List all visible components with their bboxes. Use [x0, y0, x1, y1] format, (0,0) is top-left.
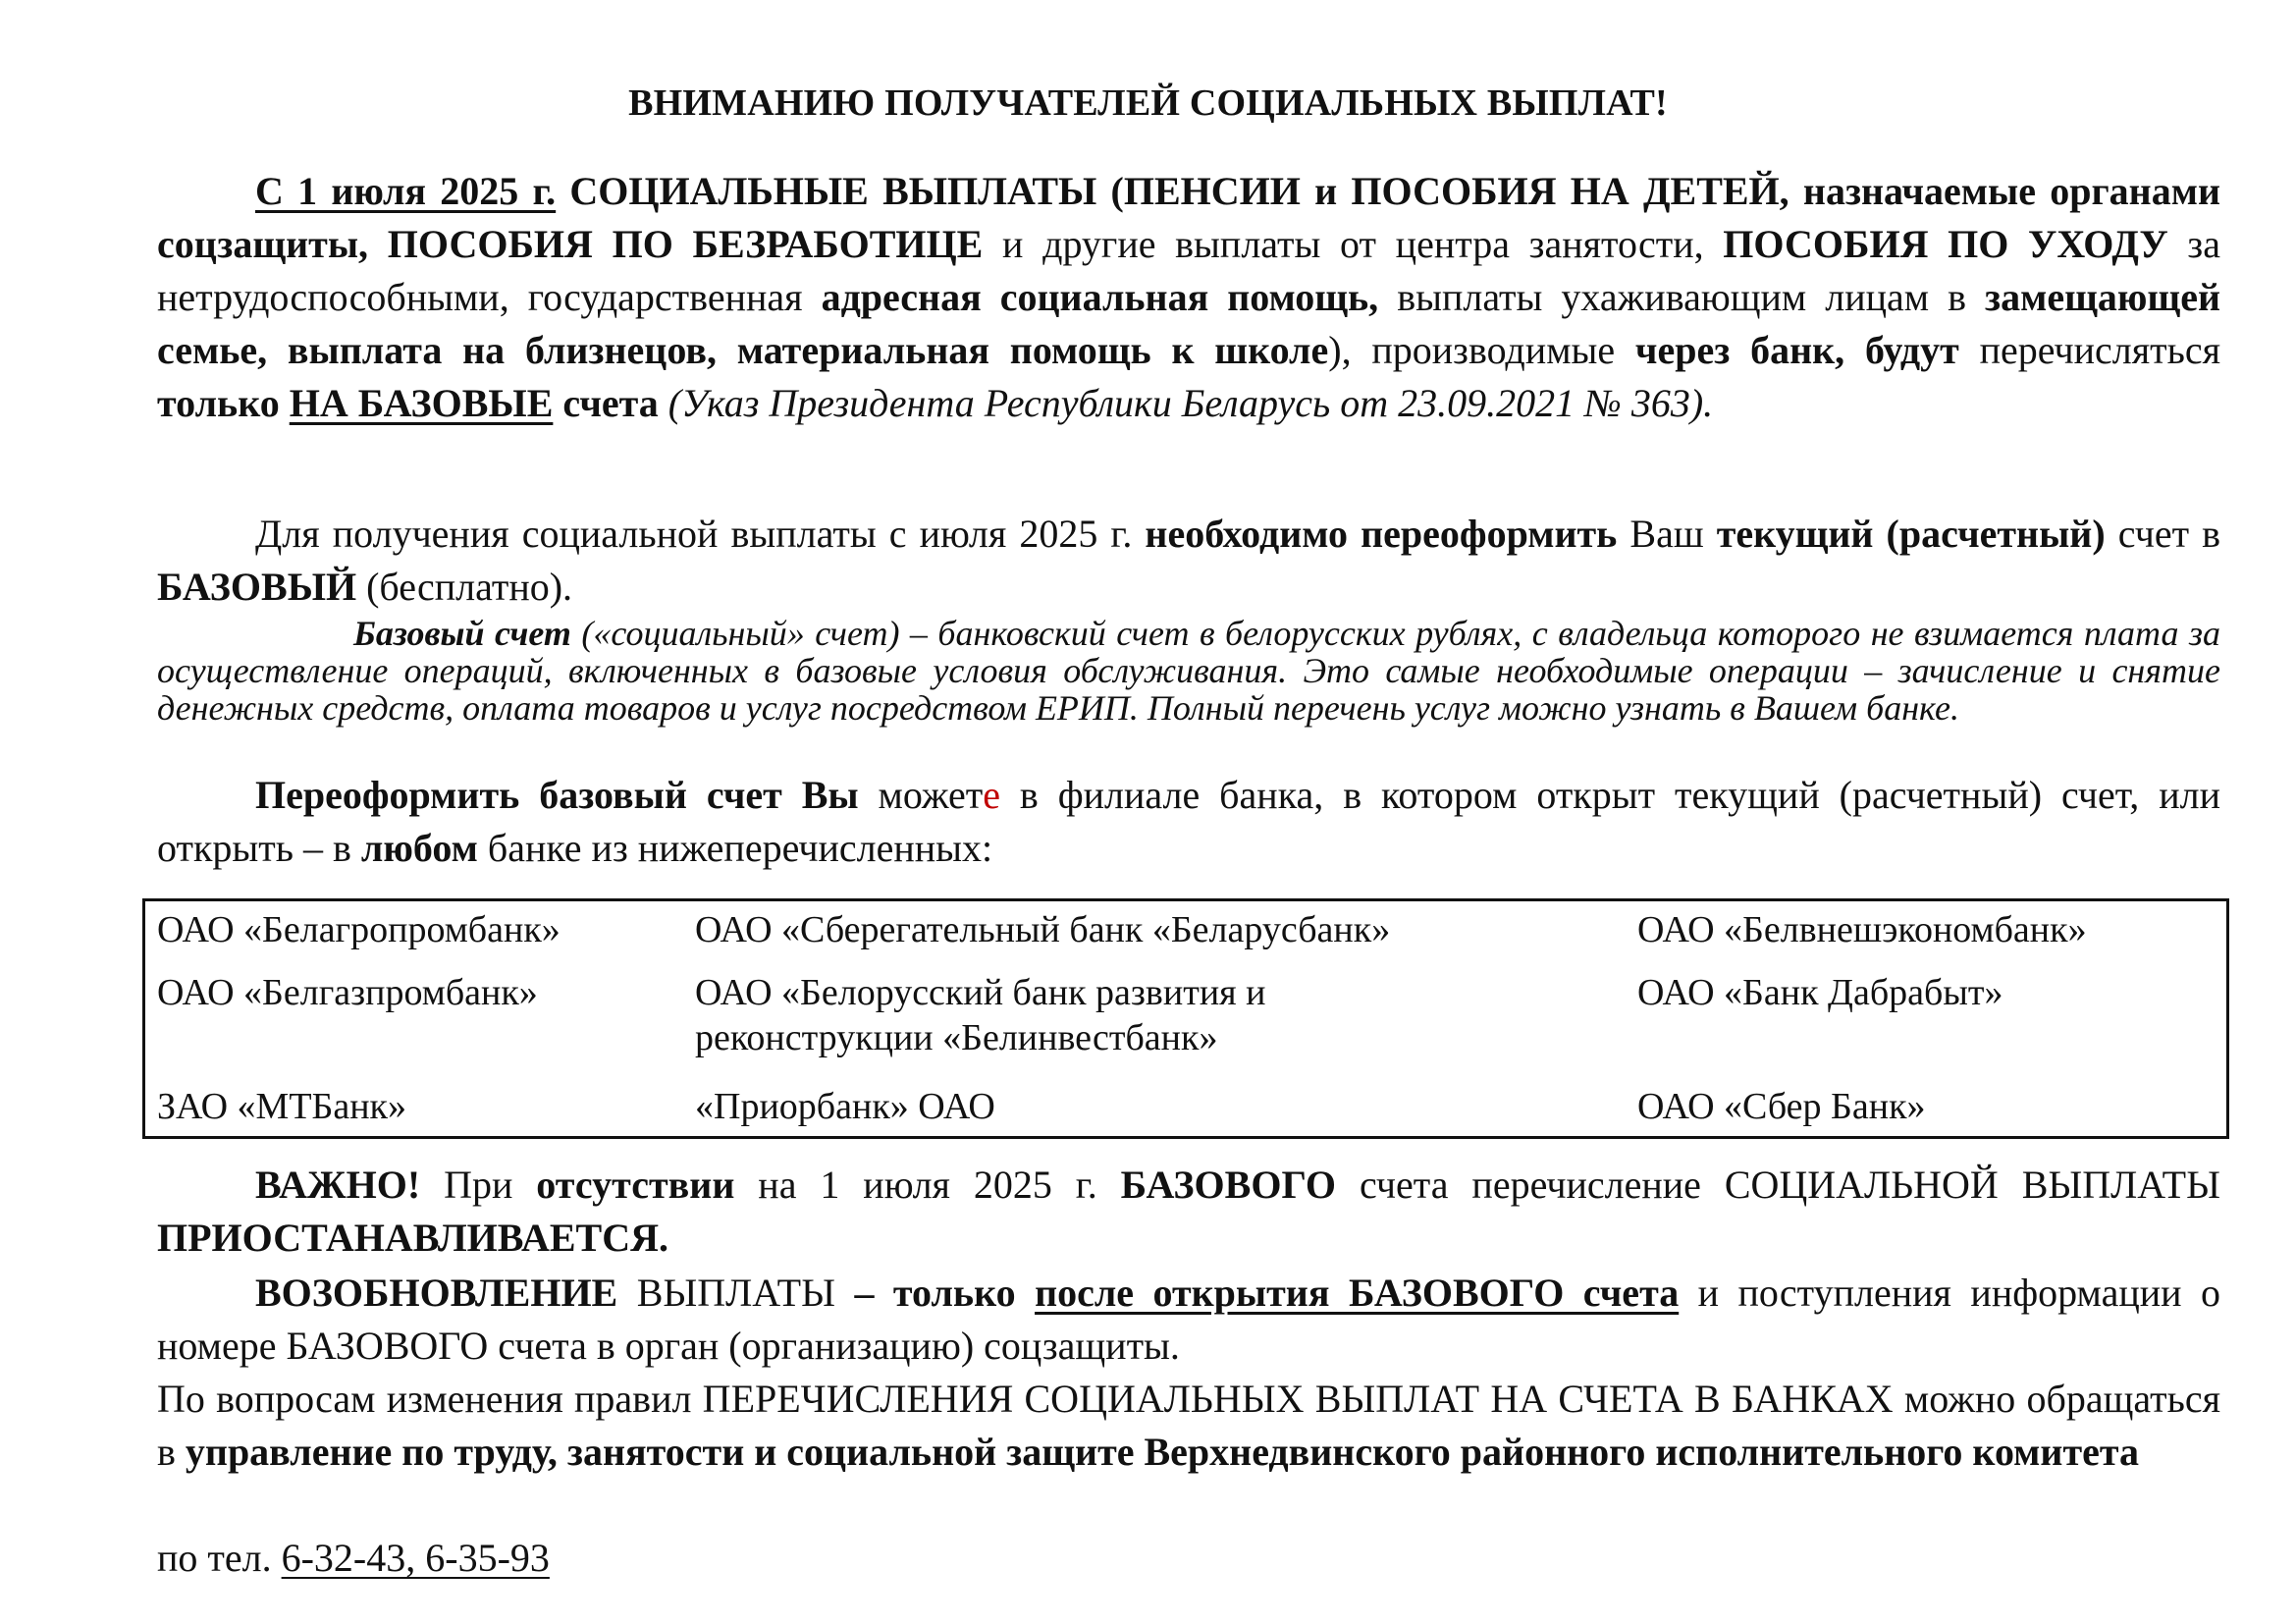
bank-name: ОАО «Белагропромбанк» — [157, 909, 561, 950]
important-label: ВАЖНО! — [255, 1163, 421, 1207]
paragraph-reissue-account: Для получения социальной выплаты с июля 2025 г. необходимо переоформить Ваш текущий (расчетный) счет в БАЗОВЫЙ (бесплатно). — [157, 512, 2221, 609]
paragraph-payments-intro: С 1 июля 2025 г. СОЦИАЛЬНЫЕ ВЫПЛАТЫ (ПЕНСИИ и ПОСОБИЯ НА ДЕТЕЙ, назначаемые органами соцзащиты, ПОСОБИЯ ПО БЕЗРАБОТИЦЕ и другие выплаты от центра занятости, ПОСОБИЯ ПО УХОДУ за нетрудоспособными, государственная адресная социальная помощь, выплаты ухаживающим лицам в замещающей семье, выплата на близнецов, материальная помощь к школе), производимые через банк, будут перечисляться только НА БАЗОВЫЕ счета (Указ Президента Республики Беларусь от 23.09.2021 № 363). — [157, 169, 2221, 425]
phone-numbers: 6-32-43, 6-35-93 — [281, 1536, 550, 1580]
paragraph-where-to-reissue: Переоформить базовый счет Вы можете в филиале банка, в котором открыт текущий (расчетный) счет, или открыть – в любом банке из нижеперечисленных: — [157, 773, 2220, 870]
bank-name: ОАО «Белорусский банк развития и реконструкции «Белинвестбанк» — [695, 972, 1266, 1058]
bank-name: ОАО «Белгазпромбанк» — [157, 972, 538, 1013]
bank-name: «Приорбанк» ОАО — [695, 1086, 995, 1127]
paragraph-resumption: ВОЗОБНОВЛЕНИЕ ВЫПЛАТЫ – только после открытия БАЗОВОГО счета и поступления информации о номере БАЗОВОГО счета в орган (организацию) соцзащиты. — [157, 1271, 2221, 1368]
paragraph-important: ВАЖНО! При отсутствии на 1 июля 2025 г. БАЗОВОГО счета перечисление СОЦИАЛЬНОЙ ВЫПЛАТЫ ПРИОСТАНАВЛИВАЕТСЯ. — [157, 1163, 2220, 1260]
effective-date: С 1 июля 2025 г. — [255, 169, 557, 213]
bank-name: ОАО «Белвнешэкономбанк» — [1637, 909, 2087, 950]
paragraph-contacts: По вопросам изменения правил ПЕРЕЧИСЛЕНИЯ СОЦИАЛЬНЫХ ВЫПЛАТ НА СЧЕТА В БАНКАХ можно обращаться в управление по труду, занятости и социальной защите Верхнедвинского районного исполнительного комитета — [157, 1377, 2220, 1474]
bank-name: ОАО «Сберегательный банк «Беларусбанк» — [695, 909, 1391, 950]
phone-label: по тел. — [157, 1536, 282, 1580]
base-account-definition: Базовый счет («социальный» счет) – банковский счет в белорусских рублях, с владельца которого не взимается плата за осуществление операций, включенных в базовые условия обслуживания. Это самые необходимые операции – зачисление и снятие денежных средств, оплата товаров и услуг посредством ЕРИП. Полный перечень услуг можно узнать в Вашем банке. — [157, 614, 2220, 728]
authority-name: управление по труду, занятости и социальной защите Верхнедвинского районного исполнительного комитета — [185, 1430, 2140, 1474]
bank-name: ОАО «Сбер Банк» — [1637, 1086, 1926, 1127]
base-accounts-emphasis: НА БАЗОВЫЕ — [289, 381, 554, 425]
bank-name: ЗАО «МТБанк» — [157, 1086, 407, 1127]
decree-reference: (Указ Президента Республики Беларусь от 23.09.2021 № 363). — [667, 381, 1714, 425]
banks-table — [142, 898, 2229, 1139]
bank-name: ОАО «Банк Дабрабыт» — [1637, 972, 2003, 1013]
page-title: ВНИМАНИЮ ПОЛУЧАТЕЛЕЙ СОЦИАЛЬНЫХ ВЫПЛАТ! — [628, 82, 1668, 124]
phone-line — [157, 1532, 2220, 1585]
after-opening-emphasis: после открытия БАЗОВОГО счета — [1035, 1271, 1680, 1315]
